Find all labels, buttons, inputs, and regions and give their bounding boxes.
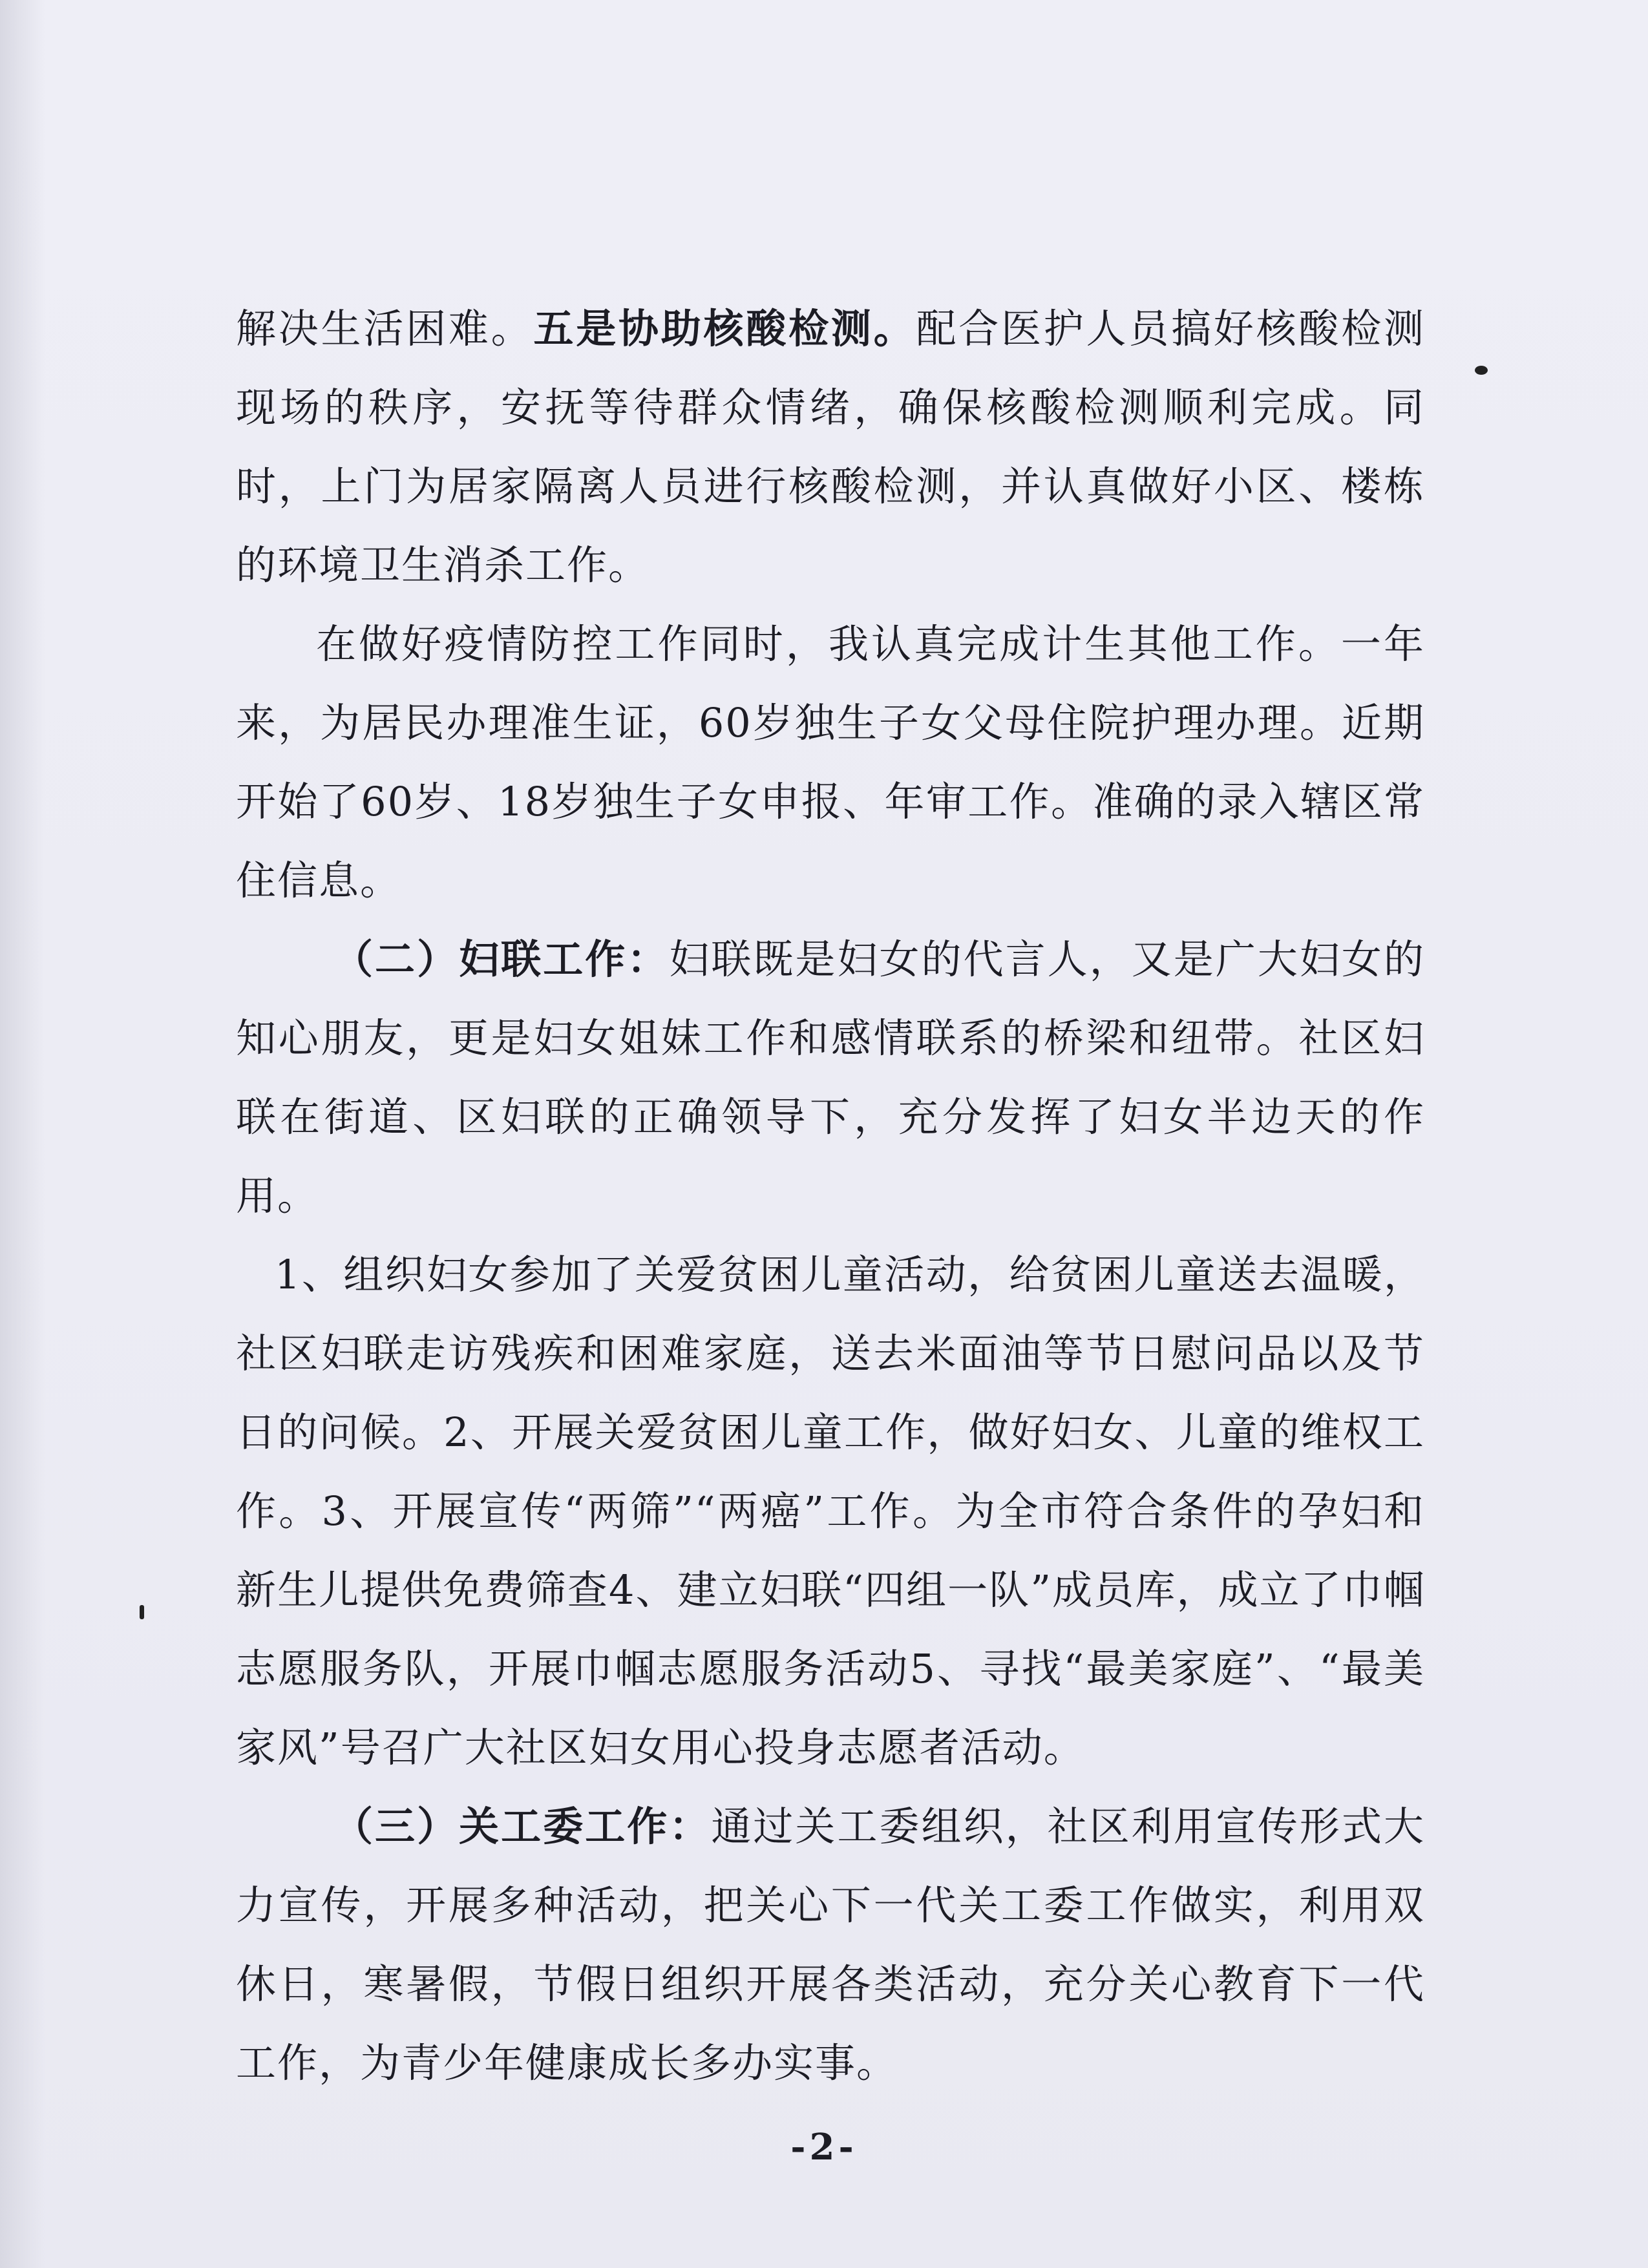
text-segment: 通过关工委组织，社区利用宣传形式大力宣传，开展多种活动，把关心下一代关工委工作做实，利用双休日，寒暑假，节假日组织开展各类活动，充分关心教育下一代工作，为青少年健康成长多办实事。 (236, 1803, 1425, 2086)
text-segment: 配合医护人员搞好核酸检测现场的秩序，安抚等待群众情绪，确保核酸检测顺利完成。同时，上门为居家隔离人员进行核酸检测，并认真做好小区、楼栋的环境卫生消杀工作。 (236, 305, 1425, 589)
text-segment: 解决生活困难。 (236, 305, 534, 352)
paragraph-family-planning (236, 605, 1425, 920)
section-heading: （三）关工委工作： (333, 1803, 712, 1850)
text-segment: 在做好疫情防控工作同时，我认真完成计生其他工作。一年来，为居民办理准生证，60岁独生子女父母住院护理办理。近期开始了60岁、18岁独生子女申报、年审工作。准确的录入辖区常住信息。 (236, 620, 1425, 904)
text-segment: 妇联既是妇女的代言人，又是广大妇女的知心朋友，更是妇女姐妹工作和感情联系的桥梁和纽带。社区妇联在街道、区妇联的正确领导下，充分发挥了妇女半边天的作用。 (236, 936, 1425, 1219)
bold-lead: 五是协助核酸检测。 (533, 305, 916, 352)
paragraph-nucleic-acid (236, 289, 1425, 605)
paragraph-youth-committee (236, 1787, 1425, 2103)
paragraph-womens-federation (236, 920, 1425, 1235)
scan-speck (1475, 366, 1488, 375)
text-segment: 1、组织妇女参加了关爱贫困儿童活动，给贫困儿童送去温暖，社区妇联走访残疾和困难家庭，送去米面油等节日慰问品以及节日的问候。2、开展关爱贫困儿童工作，做好妇女、儿童的维权工作。3、开展宣传“两筛”“两癌”工作。为全市符合条件的孕妇和新生儿提供免费筛查4、建立妇联“四组一队”成员库，成立了巾帼志愿服务队，开展巾帼志愿服务活动5、寻找“最美家庭”、“最美家风”号召广大社区妇女用心投身志愿者活动。 (236, 1251, 1425, 1771)
paragraph-federation-activities (236, 1235, 1425, 1787)
page-number: -2- (790, 2126, 858, 2168)
scan-edge-shadow (0, 0, 45, 2268)
scan-speck (140, 1605, 144, 1619)
body-text (236, 289, 1425, 2103)
section-heading: （二）妇联工作： (333, 936, 670, 983)
